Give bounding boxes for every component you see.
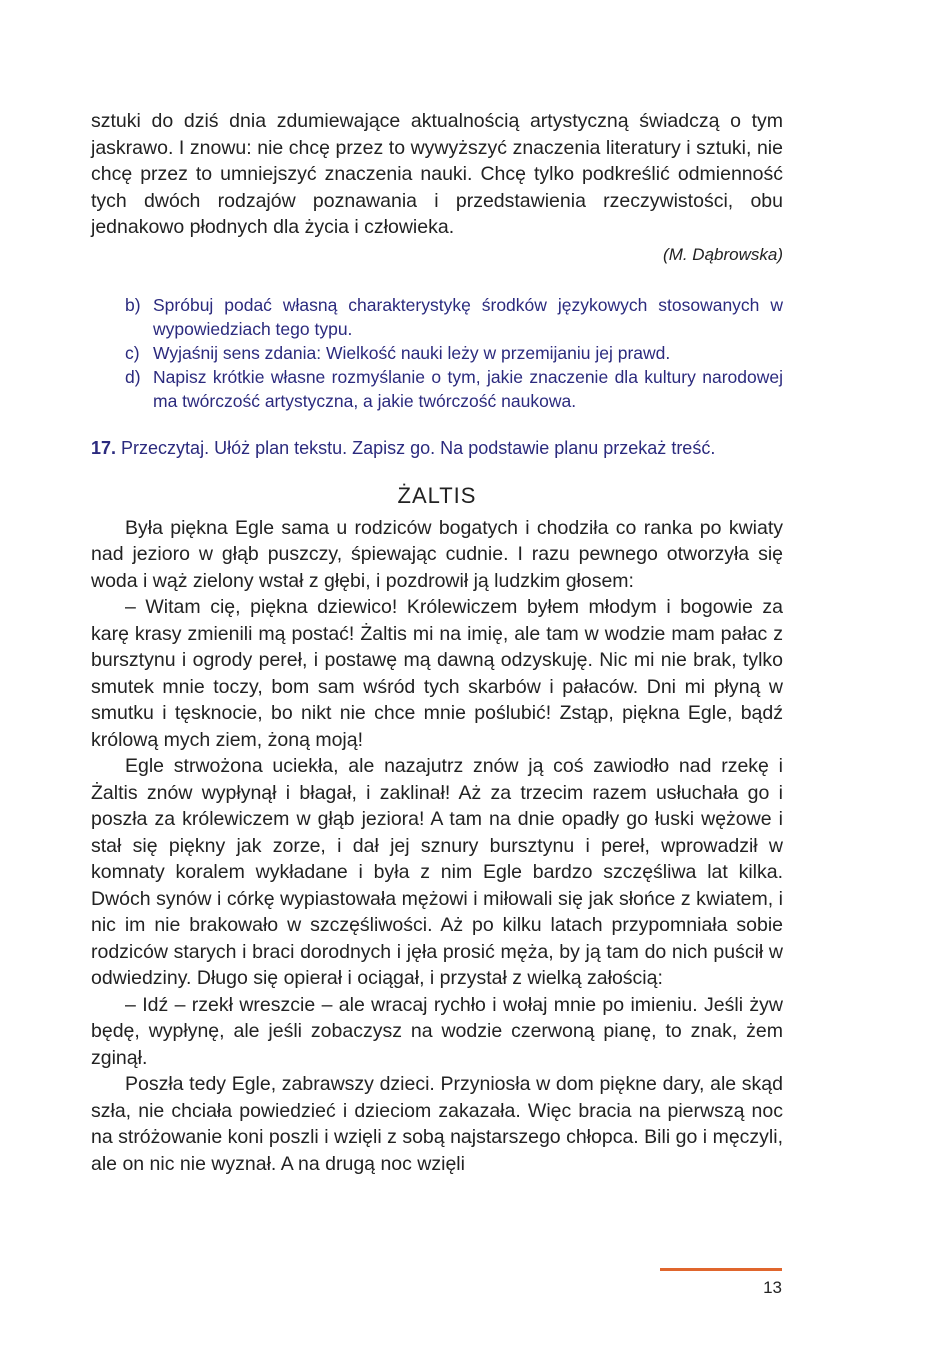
task-letter: b) — [125, 294, 141, 315]
story-paragraph: Poszła tedy Egle, zabrawszy dzieci. Przyniosła w dom piękne dary, ale skąd szła, nie chciała powiedzieć i dzieciom zakazała. Więc bracia na pierwszą noc na stróżowanie koni poszli i wzięli z sobą najstarszego chłopca. Bili go i męczyli, ale on nic nie wyznał. A na drugą noc wzięli — [91, 1073, 783, 1175]
task-item-b — [125, 293, 783, 341]
task-item-c — [125, 341, 783, 365]
intro-paragraph: sztuki do dziś dnia zdumiewające aktualnością artystyczną świadczą o tym jaskrawo. I znowu: nie chcę przez to wywyższyć znaczenia literatury i sztuki, nie chcę przez to umniejszyć znaczenia nauki. Chcę tylko podkreślić odmienność tych dwóch rodzajów poznawania i przedstawienia rzeczywistości, obu jednakowo płodnych dla życia i człowieka. — [91, 110, 783, 238]
task-letter: c) — [125, 342, 140, 363]
exercise-number: 17. — [91, 437, 117, 458]
task-item-d — [125, 365, 783, 413]
page-number: 13 — [763, 1278, 782, 1297]
footer-rule — [660, 1268, 782, 1271]
story-paragraph: – Idź – rzekł wreszcie – ale wracaj rychło i wołaj mnie po imieniu. Jeśli żyw będę, wypłynę, ale jeśli zobaczysz na wodzie czerwoną pianę, to znak, żem zginął. — [91, 993, 783, 1069]
task-list — [91, 293, 783, 413]
attribution: (M. Dąbrowska) — [663, 244, 783, 264]
page-content — [91, 108, 783, 1177]
task-text: Spróbuj podać własną charakterystykę środków językowych stosowanych w wypowiedziach tego typu. — [153, 294, 783, 339]
story-paragraph: – Witam cię, piękna dziewico! Królewiczem byłem młodym i bogowie za karę krasy zmienili mą postać! Żaltis mi na imię, ale tam w wodzie mam pałac z bursztynu i ogrody pereł, i postawę mą dawną odzyskuję. Nic mi nie brak, tylko smutek mnie toczy, bom sam wśród tych skarbów i pałaców. Dni mi płyną w smutku i tęsknocie, bo nikt nie chce mnie poślubić! Zstąp, piękna Egle, bądź królową mych ziem, żoną moją! — [91, 596, 783, 751]
task-text: Wyjaśnij sens zdania: Wielkość nauki leży w przemijaniu jej prawd. — [153, 342, 671, 363]
story-paragraph: Egle strwożona uciekła, ale nazajutrz znów ją coś zawiodło nad rzekę i Żaltis znów wypłynął i błagał, i zaklinał! Aż za trzecim razem usłuchała go i poszła za królewiczem w głąb jeziora! A tam na dnie opadły go łuski wężowe i stał się piękny jak zorze, i dał jej sznury bursztynu i pereł, wprowadził w komnaty koralem wykładane i była z nim Egle bardzo szczęśliwa lat kilka. Dwóch synów i córkę wypiastowała mężowi i miłowali się jak słońce z kwiatem, i nic im nie brakowało w szczęśliwości. Aż po kilku latach przypomniała sobie rodziców starych i braci dorodnych i jęła prosić męża, by ją tam do nich puścił w odwiedziny. Długo się opierał i ociągał, i przystał z wielką załością: — [91, 755, 783, 989]
task-text: Napisz krótkie własne rozmyślanie o tym, jakie znaczenie dla kultury narodowej ma twórczość artystyczna, a jakie twórczość naukowa. — [153, 366, 783, 411]
exercise-instruction — [91, 435, 783, 461]
story-title: ŻALTIS — [397, 482, 477, 508]
task-letter: d) — [125, 366, 141, 387]
exercise-text: Przeczytaj. Ułóż plan tekstu. Zapisz go. Na podstawie planu przekaż treść. — [121, 437, 716, 458]
story-paragraph: Była piękna Egle sama u rodziców bogatych i chodziła co ranka po kwiaty nad jezioro w głąb puszczy, śpiewając cudnie. I razu pewnego otworzyła się woda i wąż zielony wstał z głębi, i pozdrowił ją ludzkim głosem: — [91, 516, 783, 592]
